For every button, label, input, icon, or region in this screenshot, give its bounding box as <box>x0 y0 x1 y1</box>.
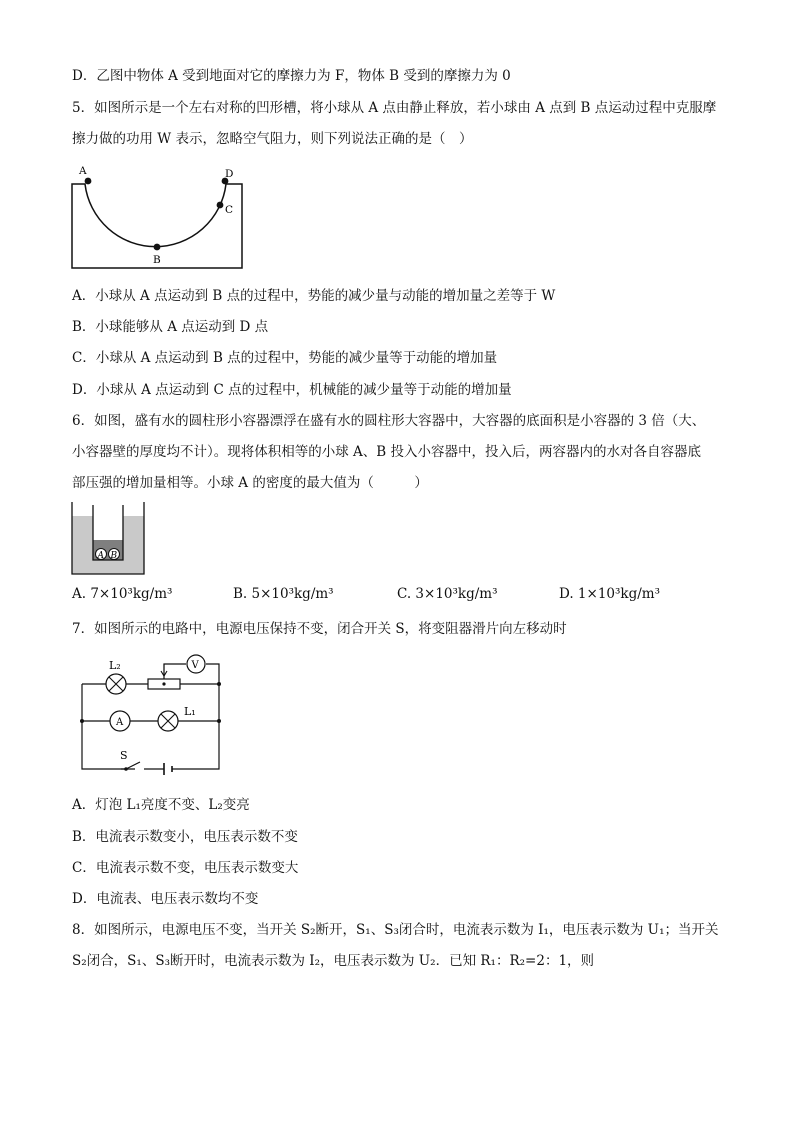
lamp-l1 <box>158 711 178 731</box>
label-c: C <box>225 204 234 216</box>
q7-option-a: A．灯泡 L₁亮度不变、L₂变亮 <box>72 797 250 813</box>
q5-option-c: C．小球从 A 点运动到 B 点的过程中，势能的减少量等于动能的增加量 <box>72 350 498 366</box>
ammeter-label: A <box>116 717 124 728</box>
q5-groove-figure <box>68 162 250 274</box>
q8-stem-line1: 8．如图所示，电源电压不变，当开关 S₂断开，S₁、S₃闭合时，电流表示数为 I₁，电压表示数为 U₁；当开关 <box>72 922 719 938</box>
q6-option-a: A. 7×10³kg/m³ <box>72 586 173 602</box>
q4-option-d: D．乙图中物体 A 受到地面对它的摩擦力为 F，物体 B 受到的摩擦力为 0 <box>72 68 511 84</box>
q7-option-b: B．电流表示数变小，电压表示数不变 <box>72 829 298 845</box>
ball-at-b <box>154 244 161 251</box>
q6-option-b: B. 5×10³kg/m³ <box>233 586 334 602</box>
ball-at-a <box>85 178 92 185</box>
q6-option-d: D. 1×10³kg/m³ <box>559 586 660 602</box>
q5-stem-line1: 5．如图所示是一个左右对称的凹形槽，将小球从 A 点由静止释放，若小球由 A 点到 B 点运动过程中克服摩 <box>72 100 717 116</box>
q5-option-b: B．小球能够从 A 点运动到 D 点 <box>72 319 269 335</box>
battery <box>164 763 172 775</box>
q7-circuit-figure <box>76 652 228 776</box>
q6-stem-line3: 部压强的增加量相等。小球 A 的密度的最大值为（ ） <box>72 475 428 491</box>
label-l1: L₁ <box>184 705 196 718</box>
ball-b-label: B <box>110 551 118 561</box>
lamp-l2 <box>106 674 126 694</box>
q5-stem-line2: 擦力做的功用 W 表示，忽略空气阻力，则下列说法正确的是（ ） <box>72 131 473 147</box>
label-d: D <box>225 168 234 180</box>
voltmeter-label: V <box>191 660 199 671</box>
label-l2: L₂ <box>109 659 121 672</box>
q7-stem-line1: 7．如图所示的电路中，电源电压保持不变，闭合开关 S，将变阻器滑片向左移动时 <box>72 621 567 637</box>
switch-s <box>121 762 140 769</box>
q6-option-c: C. 3×10³kg/m³ <box>397 586 498 602</box>
label-a: A <box>79 165 87 177</box>
q6-container-figure <box>70 502 146 576</box>
q5-option-d: D．小球从 A 点运动到 C 点的过程中，机械能的减少量等于动能的增加量 <box>72 382 512 398</box>
label-s: S <box>120 749 128 762</box>
q7-option-d: D．电流表、电压表示数均不变 <box>72 891 259 907</box>
ball-at-c <box>217 202 224 209</box>
ball-a-label: A <box>97 551 104 561</box>
q6-stem-line1: 6．如图，盛有水的圆柱形小容器漂浮在盛有水的圆柱形大容器中，大容器的底面积是小容器的 3 倍（大、 <box>72 413 706 429</box>
q6-stem-line2: 小容器壁的厚度均不计）。现将体积相等的小球 A、B 投入小容器中，投入后，两容器内的水对各自容器底 <box>72 444 702 460</box>
q5-option-a: A．小球从 A 点运动到 B 点的过程中，势能的减少量与动能的增加量之差等于 W <box>72 288 556 304</box>
q8-stem-line2: S₂闭合，S₁、S₃断开时，电流表示数为 I₂，电压表示数为 U₂．已知 R₁：R₂=2：1，则 <box>72 953 595 969</box>
q7-option-c: C．电流表示数不变，电压表示数变大 <box>72 860 299 876</box>
label-b: B <box>153 254 161 266</box>
